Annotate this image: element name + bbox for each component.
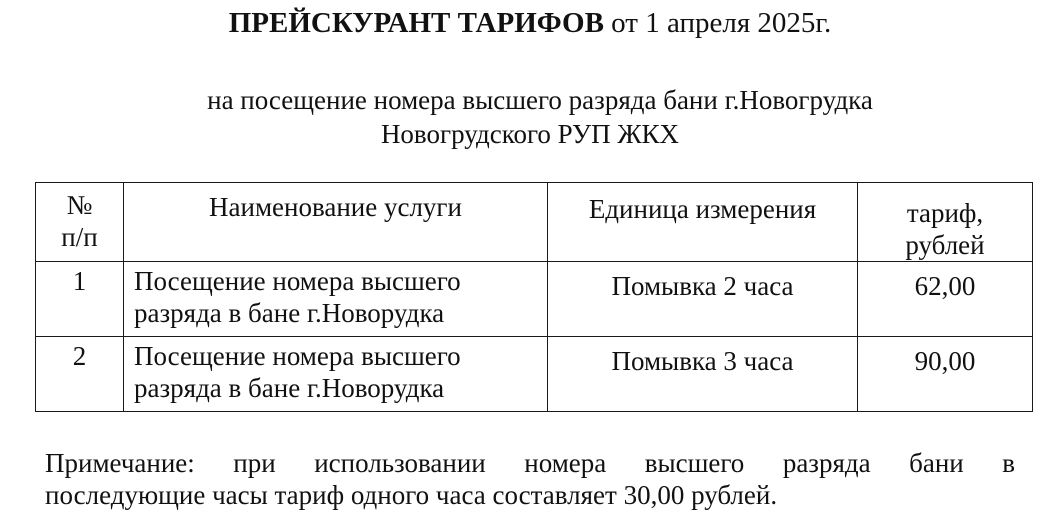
header-tariff-line2: рублей <box>905 230 985 260</box>
header-tariff <box>858 183 1033 262</box>
row-service-name-line1: Посещение номера высшего <box>134 266 461 296</box>
subtitle-line-1: на посещение номера высшего разряда бани г.Новогрудка <box>207 85 873 115</box>
title-date: от 1 апреля 2025г. <box>603 7 832 39</box>
row-number: 2 <box>36 337 124 412</box>
row-service-name-line2: разряда в бане г.Новорудка <box>134 373 445 403</box>
footnote <box>45 447 1015 511</box>
row-tariff: 90,00 <box>858 337 1033 412</box>
row-service-name-line1: Посещение номера высшего <box>134 341 461 371</box>
row-unit: Помывка 2 часа <box>548 262 858 337</box>
row-unit: Помывка 3 часа <box>548 337 858 412</box>
row-service-name <box>124 262 548 337</box>
table-row <box>36 262 1033 337</box>
document-title <box>0 6 1060 40</box>
row-service-name <box>124 337 548 412</box>
header-tariff-line1: тариф, <box>906 198 984 228</box>
header-number <box>36 183 124 262</box>
table-row <box>36 337 1033 412</box>
row-service-name-line2: разряда в бане г.Новорудка <box>134 298 445 328</box>
title-bold: ПРЕЙСКУРАНТ ТАРИФОВ <box>228 7 604 39</box>
row-tariff: 62,00 <box>858 262 1033 337</box>
header-number-line1: № <box>66 190 93 220</box>
row-number: 1 <box>36 262 124 337</box>
header-number-line2: п/п <box>61 222 98 252</box>
subtitle-line-2: Новогрудского РУП ЖКХ <box>380 119 680 149</box>
header-unit: Единица измерения <box>548 183 858 262</box>
footnote-line-2: последующие часы тариф одного часа составляет 30,00 рублей. <box>45 480 778 510</box>
table-header-row <box>36 183 1033 262</box>
footnote-line-1: Примечание: при использовании номера высшего разряда бани в <box>45 448 1015 478</box>
price-table <box>35 182 1033 412</box>
header-service-name: Наименование услуги <box>124 183 548 262</box>
